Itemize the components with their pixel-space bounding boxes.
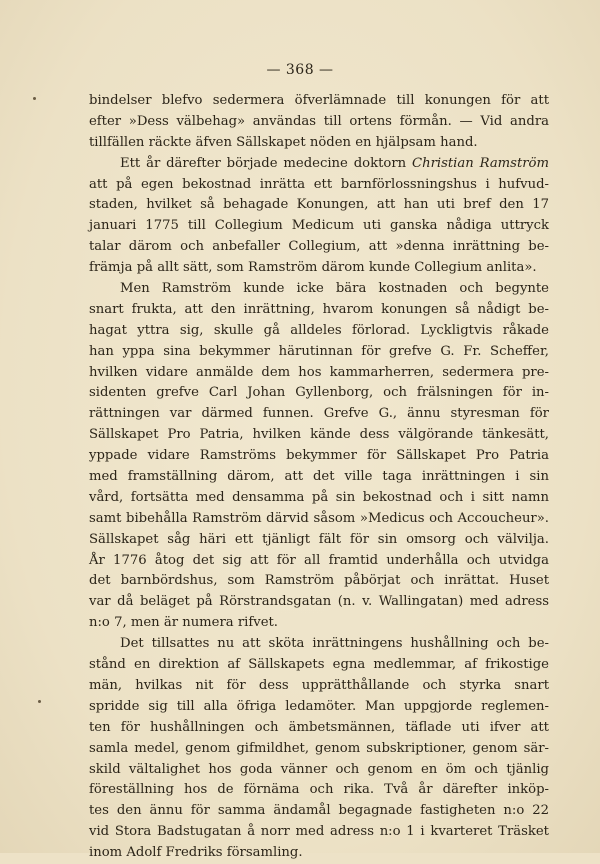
text-line: var då beläget på Rörstrandsgatan (n. v. Wallingatan) med adress (89, 594, 549, 610)
text-line: snart frukta, att den inrättning, hvarom konungen så nådigt be- (89, 301, 549, 317)
text-line: yppade vidare Ramströms bekymmer för Sällskapet Pro Patria (89, 448, 549, 464)
text-line: rättningen var därmed funnen. Grefve G., ännu styresman för (89, 406, 549, 422)
text-line: spridde sig till alla öfriga ledamöter. Man uppgjorde reglemen- (89, 698, 549, 714)
page-number: — 368 — (266, 62, 334, 78)
text-line: Sällskapet Pro Patria, hvilken kände dess välgörande tänkesätt, (89, 427, 549, 443)
text-line: staden, hvilket så behagade Konungen, att han uti bref den 17 (89, 197, 549, 213)
text-line: med framställning därom, att det ville taga inrättningen i sin (89, 469, 549, 485)
text-line: han yppa sina bekymmer härutinnan för grefve G. Fr. Scheffer, (89, 343, 549, 359)
text-line: främja på allt sätt, som Ramström därom kunde Collegium anlita». (89, 260, 537, 276)
text-line: stånd en direktion af Sällskapets egna medlemmar, af frikostige (89, 657, 549, 673)
text-line: vård, fortsätta med densamma på sin bekostnad och i sitt namn (89, 489, 549, 505)
text-line: samla medel, genom gifmildhet, genom subskriptioner, genom sär- (89, 740, 549, 756)
text-line: År 1776 åtog det sig att för all framtid underhålla och utvidga (89, 552, 549, 568)
text-line: att på egen bekostnad inrätta ett barnförlossningshus i hufvud- (89, 176, 549, 192)
text-line: hagat yttra sig, skulle gå alldeles förlorad. Lyckligtvis råkade (89, 322, 549, 338)
text-line: ten för hushållningen och ämbetsmännen, täflade uti ifver att (89, 719, 549, 735)
text-line: Men Ramström kunde icke bära kostnaden och begynte (120, 281, 549, 297)
text-line: tillfällen räckte äfven Sällskapet nöden en hjälpsam hand. (89, 134, 478, 150)
text-line (89, 154, 549, 175)
margin-speck (33, 97, 36, 100)
text-line: talar därom och anbefaller Collegium, att »denna inrättning be- (89, 239, 549, 255)
margin-speck (38, 700, 41, 703)
text-line: tes den ännu för samma ändamål begagnade fastigheten n:o 22 (89, 803, 549, 819)
text-line: inom Adolf Fredriks församling. (89, 845, 303, 861)
text-line: skild vältalighet hos goda vänner och genom en öm och tjänlig (89, 761, 549, 777)
text-line: Sällskapet såg häri ett tjänligt fält för sin omsorg och välvilja. (89, 531, 549, 547)
body-text (89, 91, 549, 864)
text-line: hvilken vidare anmälde dem hos kammarherren, sedermera pre- (89, 364, 549, 380)
italic-name: Christian Ramström (411, 155, 549, 171)
text-line: män, hvilkas nit för dess upprätthållande och styrka snart (89, 677, 549, 693)
text-line-segment: Ett år därefter började medecine doktorn (120, 155, 412, 171)
text-line: bindelser blefvo sedermera öfverlämnade till konungen för att (89, 93, 549, 108)
text-line: Det tillsattes nu att sköta inrättningens hushållning och be- (120, 636, 549, 652)
text-line: samt bibehålla Ramström därvid såsom »Medicus och Accoucheur». (89, 510, 549, 526)
text-line: efter »Dess välbehag» användas till ortens förmån. — Vid andra (89, 113, 549, 129)
text-line: föreställning hos de förnäma och rika. Två år därefter inköp- (89, 782, 549, 798)
text-line: januari 1775 till Collegium Medicum uti ganska nådiga uttryck (89, 218, 549, 234)
text-line: sidenten grefve Carl Johan Gyllenborg, och frälsningen för in- (89, 385, 549, 401)
text-line: n:o 7, men är numera rifvet. (89, 615, 278, 631)
text-line: vid Stora Badstugatan å norr med adress n:o 1 i kvarteret Träsket (89, 824, 549, 840)
text-line: det barnbördshus, som Ramström påbörjat och inrättat. Huset (89, 573, 549, 589)
